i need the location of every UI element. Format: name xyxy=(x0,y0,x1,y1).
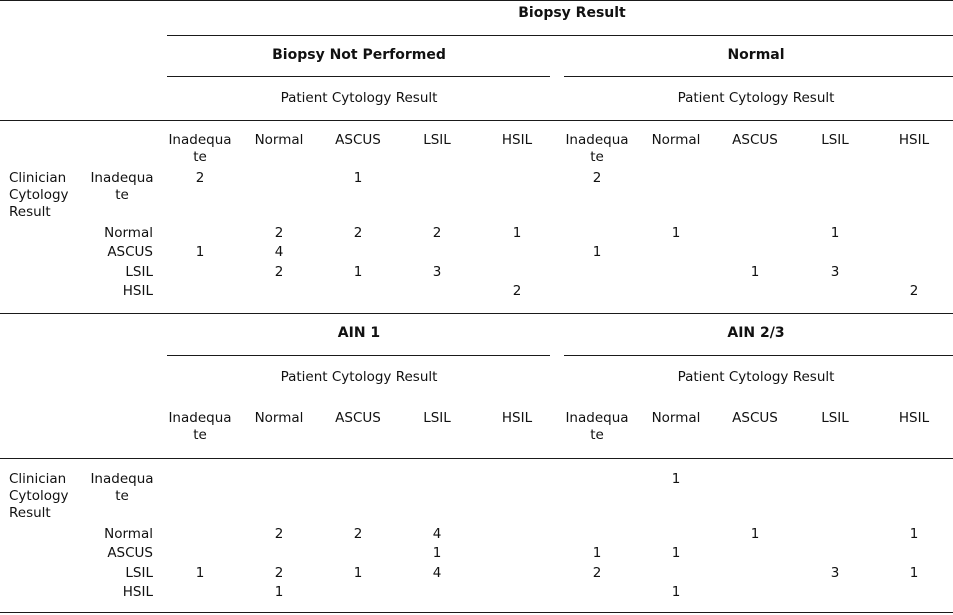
table-cell: 1 xyxy=(432,545,442,561)
table-cell: 1 xyxy=(353,264,363,280)
table-cell: 1 xyxy=(592,244,602,260)
group-underline xyxy=(167,76,550,77)
table-cell: 2 xyxy=(274,526,284,542)
table-cell: 1 xyxy=(353,565,363,581)
table-cell: 4 xyxy=(432,565,442,581)
group-underline xyxy=(167,355,550,356)
table-cell: 1 xyxy=(830,225,840,241)
column-header: HSIL xyxy=(898,132,930,148)
column-header: LSIL xyxy=(423,132,451,148)
rule-title-under xyxy=(167,35,953,36)
table-cell: 1 xyxy=(195,565,205,581)
table-cell: 2 xyxy=(432,225,442,241)
table-cell: 3 xyxy=(830,565,840,581)
group-underline xyxy=(564,76,953,77)
group-header: AIN 1 xyxy=(337,325,381,341)
table-cell: 1 xyxy=(195,244,205,260)
table-cell: 4 xyxy=(274,244,284,260)
table-cell: 1 xyxy=(512,225,522,241)
column-header: Normal xyxy=(254,410,304,426)
rule-block2-start xyxy=(0,313,953,314)
column-header: Normal xyxy=(651,132,701,148)
group-underline xyxy=(564,355,953,356)
table-cell: 2 xyxy=(195,170,205,186)
group-header: AIN 2/3 xyxy=(727,325,785,341)
patient-cytology-header: Patient Cytology Result xyxy=(280,90,438,106)
table-cell: 3 xyxy=(830,264,840,280)
rule-top xyxy=(0,0,953,1)
column-header: ASCUS xyxy=(335,410,381,426)
table-cell: 1 xyxy=(750,526,760,542)
table-cell: 2 xyxy=(592,170,602,186)
row-label: Inadequate xyxy=(90,170,154,203)
patient-cytology-header: Patient Cytology Result xyxy=(677,90,835,106)
column-header: LSIL xyxy=(821,410,849,426)
table-cell: 3 xyxy=(432,264,442,280)
column-header: ASCUS xyxy=(335,132,381,148)
row-label: ASCUS xyxy=(107,244,153,260)
patient-cytology-header: Patient Cytology Result xyxy=(280,369,438,385)
rule-block1-start xyxy=(0,120,953,121)
column-header: HSIL xyxy=(501,132,533,148)
column-header: Inadequate xyxy=(565,410,629,443)
column-header: LSIL xyxy=(423,410,451,426)
table-title: Biopsy Result xyxy=(518,5,626,21)
row-label: HSIL xyxy=(122,283,153,299)
column-header: Normal xyxy=(254,132,304,148)
clinician-cytology-header: Clinician Cytology Result xyxy=(9,471,69,521)
row-label: LSIL xyxy=(125,565,153,581)
row-label: Inadequate xyxy=(90,471,154,504)
table-cell: 1 xyxy=(671,545,681,561)
column-header: ASCUS xyxy=(732,132,778,148)
patient-cytology-header: Patient Cytology Result xyxy=(677,369,835,385)
column-header: HSIL xyxy=(898,410,930,426)
table-cell: 2 xyxy=(274,225,284,241)
group-header: Normal xyxy=(727,47,785,63)
table-cell: 1 xyxy=(750,264,760,280)
table-cell: 2 xyxy=(353,526,363,542)
column-header: Normal xyxy=(651,410,701,426)
table-cell: 1 xyxy=(671,471,681,487)
column-header: ASCUS xyxy=(732,410,778,426)
table-cell: 1 xyxy=(353,170,363,186)
column-header: LSIL xyxy=(821,132,849,148)
table-cell: 4 xyxy=(432,526,442,542)
table-cell: 2 xyxy=(592,565,602,581)
table-cell: 2 xyxy=(909,283,919,299)
table-cell: 1 xyxy=(671,225,681,241)
column-header: Inadequate xyxy=(168,410,232,443)
row-label: Normal xyxy=(104,526,153,542)
table-cell: 1 xyxy=(592,545,602,561)
rule-block2-colhead xyxy=(0,458,953,459)
row-label: HSIL xyxy=(122,584,153,600)
row-label: Normal xyxy=(104,225,153,241)
table-cell: 2 xyxy=(274,565,284,581)
clinician-cytology-header: Clinician Cytology Result xyxy=(9,170,69,220)
rule-bottom xyxy=(0,612,953,613)
table-cell: 1 xyxy=(909,526,919,542)
row-label: LSIL xyxy=(125,264,153,280)
table-cell: 1 xyxy=(909,565,919,581)
table-cell: 2 xyxy=(353,225,363,241)
group-header: Biopsy Not Performed xyxy=(272,47,446,63)
column-header: Inadequate xyxy=(565,132,629,165)
table-cell: 1 xyxy=(274,584,284,600)
column-header: HSIL xyxy=(501,410,533,426)
table-cell: 2 xyxy=(274,264,284,280)
table-cell: 1 xyxy=(671,584,681,600)
row-label: ASCUS xyxy=(107,545,153,561)
table-cell: 2 xyxy=(512,283,522,299)
column-header: Inadequate xyxy=(168,132,232,165)
